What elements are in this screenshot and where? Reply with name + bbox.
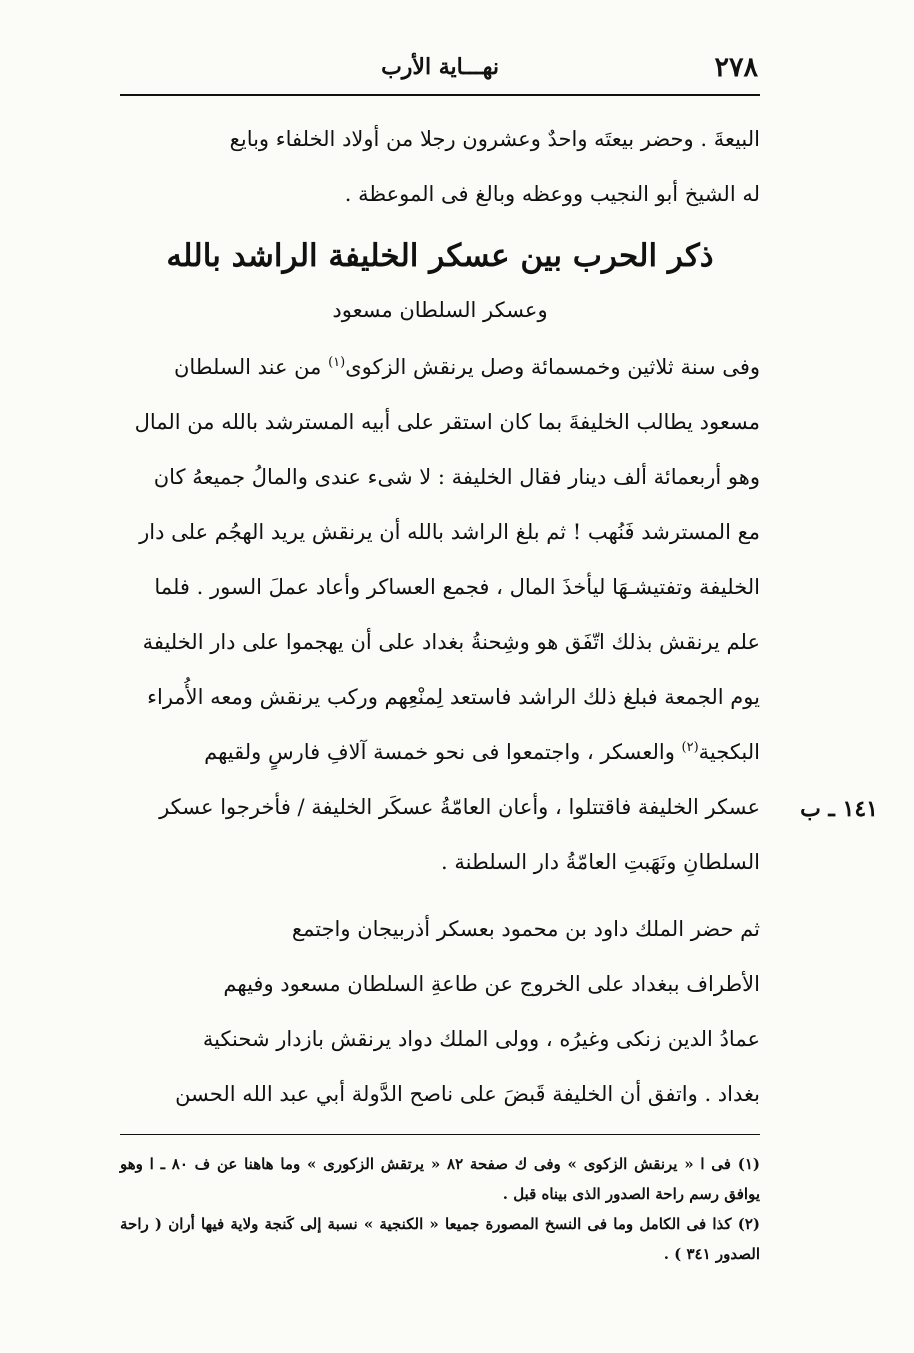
running-title: نهـــاية الأرب — [381, 54, 499, 80]
margin-folio-note: ١٤١ ـ ب — [800, 796, 878, 822]
text-line: علم يرنقش بذلك اتّفَق هو وشِحنةُ بغداد على أن يهجموا على دار الخليفة — [142, 630, 760, 654]
section-title: ذكر الحرب بين عسكر الخليفة الراشد بالله — [166, 238, 714, 274]
text-line: مع المسترشد فَنُهب ! ثم بلغ الراشد بالله أن يرنقش يريد الهجُم على دار — [139, 520, 760, 544]
paragraph-2 — [120, 902, 760, 1122]
footnotes — [120, 1149, 760, 1269]
paragraph-1 — [120, 340, 760, 890]
text-line: الأطراف ببغداد على الخروج عن طاعةِ السلطان مسعود وفيهم — [223, 972, 760, 996]
text-line: يوم الجمعة فبلغ ذلك الراشد فاستعد لِمنْعِهم وركب يرنقش ومعه الأُمراء — [147, 685, 760, 709]
text-line: بغداد . واتفق أن الخليفة قَبضَ على ناصح الدَّولة أبي عبد الله الحسن — [175, 1082, 760, 1106]
text-line: البيعةَ . وحضر بيعتَه واحدٌ وعشرون رجلا من أولاد الخلفاء وبايع — [229, 127, 760, 151]
section-subtitle: وعسكر السلطان مسعود — [332, 298, 548, 322]
text-line: عسكر الخليفة فاقتتلوا ، وأعان العامّةُ عسكَر الخليفة / فأخرجوا عسكر — [159, 795, 760, 819]
text-line: الخليفة وتفتيشـهَا ليأخذَ المال ، فجمع العساكر وأعاد عملَ السور . فلما — [154, 575, 760, 599]
text-line: السلطانِ ونَهَبتِ العامّةُ دار السلطنة . — [441, 850, 760, 874]
book-page — [120, 48, 760, 1338]
footnote-1: (١) فى ا « يرنقش الزكوى » وفى ك صفحة ٨٢ « يرتقش الزكورى » وما هاهنا عن ف ٨٠ ـ ا وهو يوافق رسم راحة الصدور الذى بيناه قبل . — [120, 1155, 760, 1203]
text-line: له الشيخ أبو النجيب ووعظه وبالغ فى الموعظة . — [344, 182, 760, 206]
text-line: البكجية$^{(٢)}$ والعسكر ، واجتمعوا فى نحو خمسة آلافِ فارسٍ ولقيهم — [204, 740, 760, 764]
opening-paragraph — [120, 112, 760, 222]
text-line: ثم حضر الملك داود بن محمود بعسكر أذربيجان واجتمع — [291, 917, 760, 941]
page-number: ٢٧٨ — [714, 52, 758, 83]
text-line: عمادُ الدين زنكى وغيرُه ، وولى الملك دواد يرنقش بازدار شحنكية — [202, 1027, 760, 1051]
footnote-divider — [120, 1134, 760, 1135]
page-header — [120, 48, 760, 96]
footnote-ref: (٢) — [681, 740, 699, 755]
text-line: مسعود يطالب الخليفةَ بما كان استقر على أبيه المسترشد بالله من المال — [134, 410, 760, 434]
footnote-2: (٢) كذا فى الكامل وما فى النسخ المصورة جميعا « الكنجية » نسبة إلى كَنجة ولاية فيها أران ( راحة الصدور ٣٤١ ) . — [120, 1215, 760, 1263]
footnote-ref: (١) — [328, 355, 346, 370]
text-line: وهو أربعمائة ألف دينار فقال الخليفة : لا شىء عندى والمالُ جميعهُ كان — [153, 465, 760, 489]
text-line: وفى سنة ثلاثين وخمسمائة وصل يرنقش الزكوى$^{(١)}$ من عند السلطان — [173, 355, 760, 379]
